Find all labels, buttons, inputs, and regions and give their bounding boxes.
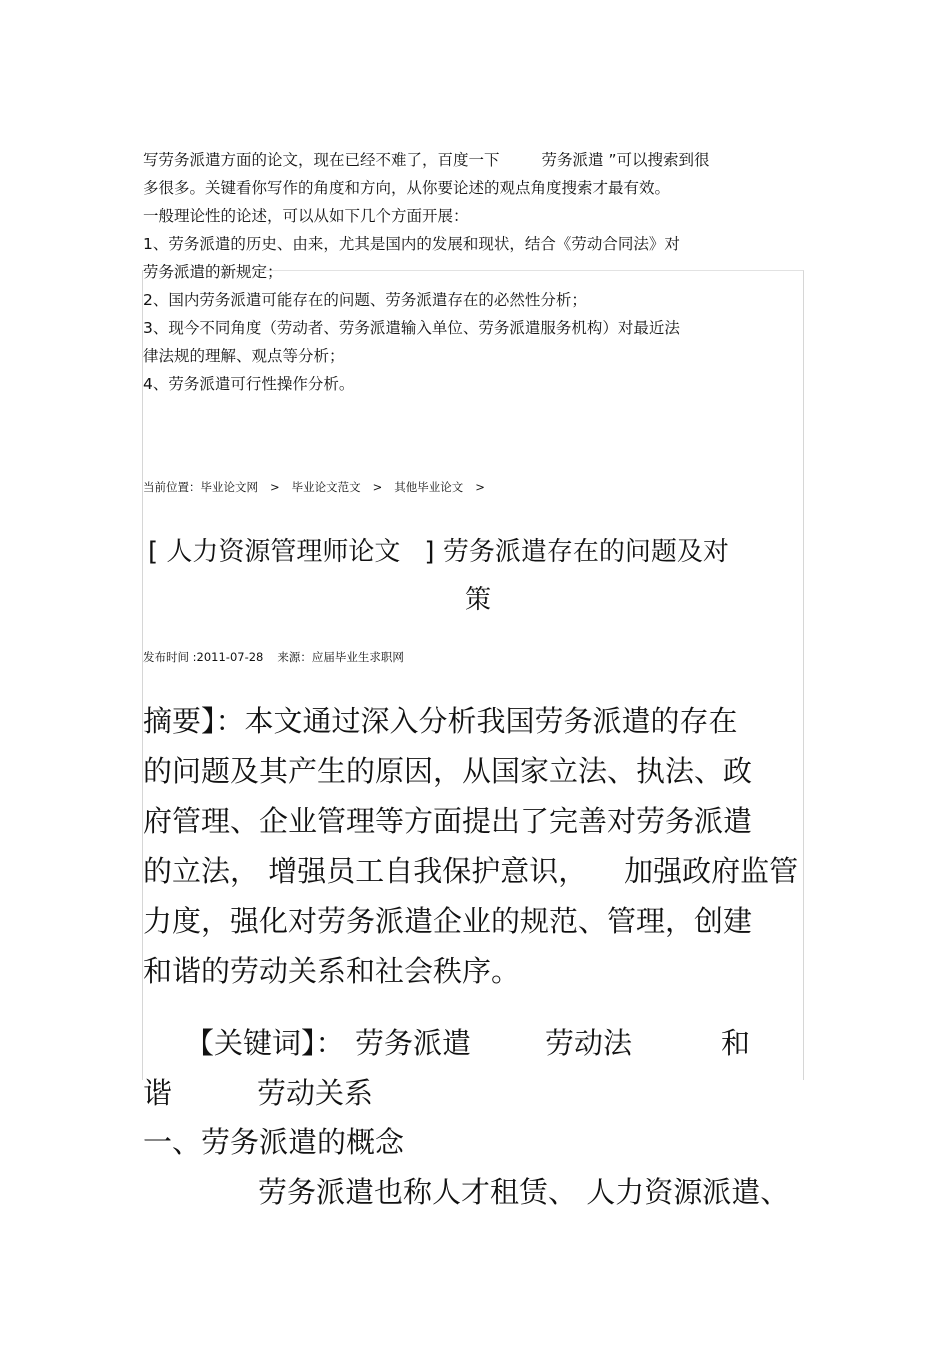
intro-line-text: 1、劳务派遣的历史、由来，尤其是国内的发展和现状，结合《劳动合同法》对 xyxy=(143,235,680,253)
intro-line xyxy=(143,202,803,230)
keyword: 和 xyxy=(721,1026,751,1060)
keywords xyxy=(143,1018,803,1118)
breadcrumb xyxy=(143,479,497,495)
intro-line xyxy=(143,258,803,286)
abstract-line: 的立法， 增强员工自我保护意识， 加强政府监管 xyxy=(143,854,799,888)
title-text: ] 劳务派遣存在的问题及对 xyxy=(424,537,729,567)
keywords-line xyxy=(143,1018,803,1068)
intro-line-text: 2、国内劳务派遣可能存在的问题、劳务派遣存在的必然性分析； xyxy=(143,291,587,309)
article-meta xyxy=(143,649,418,665)
article-source: 来源：应届毕业生求职网 xyxy=(277,650,404,664)
title-line xyxy=(148,528,808,576)
breadcrumb-separator: > xyxy=(372,480,383,494)
intro-line-text: 多很多。关键看你写作的角度和方向，从你要论述的观点角度搜索才最有效。 xyxy=(143,179,671,197)
intro-line xyxy=(143,174,803,202)
title-line-2: 策 xyxy=(464,585,491,615)
section-paragraph: 劳务派遣也称人才租赁、 人力资源派遣、 xyxy=(258,1175,790,1209)
intro-line xyxy=(143,314,803,342)
title-category: [ 人力资源管理师论文 xyxy=(148,537,401,567)
abstract-line: 力度，强化对劳务派遣企业的规范、管理，创建 xyxy=(143,904,753,938)
intro-line-text: 律法规的理解、观点等分析； xyxy=(143,347,345,365)
keywords-label: 【关键词】： xyxy=(185,1026,345,1060)
abstract-line: 和谐的劳动关系和社会秩序。 xyxy=(143,954,521,988)
breadcrumb-separator: > xyxy=(270,480,280,494)
abstract-line: 府管理、企业管理等方面提出了完善对劳务派遣 xyxy=(143,804,753,838)
keyword: 劳动关系 xyxy=(257,1076,374,1110)
intro-line xyxy=(143,230,803,258)
keywords-line xyxy=(143,1068,803,1118)
intro-line xyxy=(143,342,803,370)
breadcrumb-prefix: 当前位置： xyxy=(143,480,201,494)
intro-line-text: 写劳务派遣方面的论文，现在已经不难了，百度一下 xyxy=(143,151,500,169)
breadcrumb-link-samples[interactable]: 毕业论文范文 xyxy=(291,480,361,494)
abstract xyxy=(143,696,808,996)
publish-date: 发布时间 :2011-07-28 xyxy=(143,650,264,664)
breadcrumb-separator: > xyxy=(475,480,485,494)
article-title xyxy=(148,528,808,624)
abstract-line: 的问题及其产生的原因，从国家立法、执法、政 xyxy=(143,754,753,788)
intro-text xyxy=(143,146,803,398)
keyword: 劳务派遣 xyxy=(355,1026,472,1060)
intro-line-text: 劳务派遣 ”可以搜索到很 xyxy=(541,151,710,169)
abstract-line: 摘要】：本文通过深入分析我国劳务派遣的存在 xyxy=(143,704,738,738)
breadcrumb-link-home[interactable]: 毕业论文网 xyxy=(200,480,258,494)
intro-line-text: 4、劳务派遣可行性操作分析。 xyxy=(143,375,355,393)
keyword: 谐 xyxy=(143,1076,173,1110)
intro-line-text: 3、现今不同角度（劳动者、劳务派遣输入单位、劳务派遣服务机构）对最近法 xyxy=(143,319,680,337)
section-heading: 一、劳务派遣的概念 xyxy=(143,1125,405,1159)
breadcrumb-link-other[interactable]: 其他毕业论文 xyxy=(394,480,464,494)
intro-line-text: 一般理论性的论述，可以从如下几个方面开展： xyxy=(143,207,469,225)
intro-line xyxy=(143,286,803,314)
intro-line xyxy=(143,370,803,398)
intro-line xyxy=(143,146,803,174)
intro-line-text: 劳务派遣的新规定； xyxy=(143,263,283,281)
keyword: 劳动法 xyxy=(545,1026,633,1060)
